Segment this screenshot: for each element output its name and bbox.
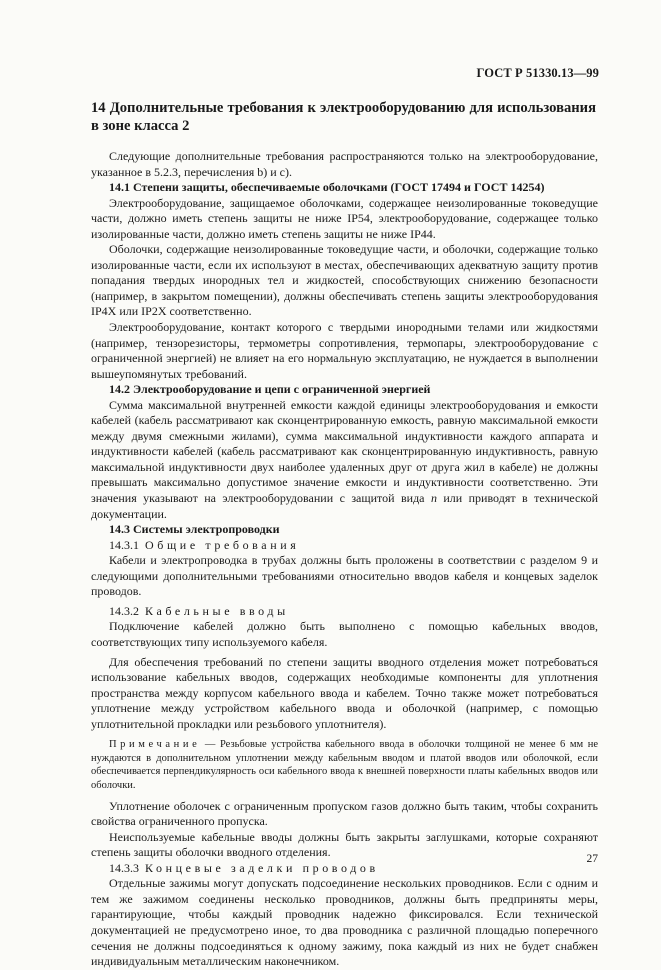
heading-title: Общие требования xyxy=(145,537,300,552)
paragraph-intro: Следующие дополнительные требования распространяются только на электрооборудование, указанное в 5.2.3, перечисления b) и c). xyxy=(91,149,598,179)
subsection-heading-14-1: 14.1 Степени защиты, обеспечиваемые оболочками (ГОСТ 17494 и ГОСТ 14254) xyxy=(109,180,545,195)
paragraph-14-3-3-a: Отдельные зажимы могут допускать подсоединение нескольких проводников. Если с одним и тем же зажимом соединены несколько проводников, должны быть предприняты меры, гарантирующие, чтобы каждый проводник надежно фиксировался. Если технической документацией не предусмотрено иное, то два проводника с различной площадью поперечного сечения не должны подсоединяться к одному зажиму, пока каждый из них не будет снабжен индивидуальным металлическим наконечником. xyxy=(91,876,598,969)
paragraph-14-3-2-d: Неиспользуемые кабельные вводы должны быть закрыты заглушками, которые сохраняют степень защиты оболочки вводного отделения. xyxy=(91,829,598,860)
paragraph-14-3-2-b: Для обеспечения требований по степени защиты вводного отделения может потребоваться использование кабельных вводов, содержащих необходимые компоненты для уплотнения пространства между корпусом кабельного ввода и кабелем. Точно также может потребоваться уплотнение между устройством кабельного ввода и оболочкой (например, с помощью уплотнительной прокладки или резьбового уплотнителя). xyxy=(91,654,598,731)
heading-number: 14.3.1 xyxy=(109,537,139,552)
paragraph-14-3-1-a: Кабели и электропроводка в трубах должны быть проложены в соответствии с разделом 9 и следующими дополнительными требованиями относительно вводов кабеля и концевых заделок проводов. xyxy=(91,553,598,599)
paragraph-14-2-a-tail: или приводят в технической документации. xyxy=(91,491,598,521)
note xyxy=(91,738,598,792)
paragraph-14-1-b: Оболочки, содержащие неизолированные токоведущие части, и оболочки, содержащие только изолированные части, если их используют в местах, обеспечивающих адекватную защиту против попадания твердых инородных тел и жидкостей, способствующих снижению безопасности (например, в закрытом помещении), должны обеспечивать степень защиты электрооборудования IP4X или IP2X соответственно. xyxy=(91,242,598,319)
document-body xyxy=(91,149,598,970)
protection-type-n: n xyxy=(430,491,437,506)
note-text: — Резьбовые устройства кабельного ввода в оболочки толщиной не менее 6 мм не нуждаются в дополнительном уплотнении между кабельным вводом и платой вводов или оболочкой, если обеспечивается перпендикулярность оси кабельного ввода к внешней поверхности платы кабельных вводов или оболочки. xyxy=(91,739,598,792)
subsection-heading-14-3-3 xyxy=(91,861,598,877)
document-header: ГОСТ Р 51330.13—99 xyxy=(476,66,599,80)
paragraph-14-3-2-c: Уплотнение оболочек с ограниченным пропуском газов должно быть таким, чтобы сохранить свойства ограниченного пропуска. xyxy=(91,798,598,829)
paragraph-14-3-2-a: Подключение кабелей должно быть выполнено с помощью кабельных вводов, соответствующих типу используемого кабеля. xyxy=(91,619,598,649)
subsection-heading-14-3-2 xyxy=(91,604,598,620)
heading-number: 14.3.2 xyxy=(109,603,139,618)
paragraph-14-1-c: Электрооборудование, контакт которого с твердыми инородными телами или жидкостями (например, тензорезисторы, термометры сопротивления, термопары, электрооборудование с ограниченной энергией) не влияет на его нормальную эксплуатацию, не нуждается в выполнении вышеупомянутых требований. xyxy=(91,320,598,381)
page-number: 27 xyxy=(586,853,598,865)
heading-number: 14.3.3 xyxy=(109,860,139,875)
heading-title: Концевые заделки проводов xyxy=(145,860,379,875)
paragraph-14-2-a xyxy=(91,398,598,522)
paragraph-14-2-a-text: Сумма максимальной внутренней емкости каждой единицы электрооборудования и емкости кабелей (кабель рассматривают как сконцентрированную емкость, равную максимальной емкости между двумя смежными жилами), сумма максимальной индуктивности каждого аппарата и индуктивности кабелей (кабель рассматривают как сконцентрированную индуктивность, равную максимальной индуктивности двух наиболее удаленных друг от друга жил в кабеле) не должны превышать максимально допустимое значение емкости и индуктивности соответственно. Эти значения указывают на электрооборудовании с защитой вида xyxy=(91,397,598,506)
subsection-heading-14-3-1 xyxy=(91,538,598,554)
note-label: Примечание xyxy=(109,739,201,751)
paragraph-14-1-a: Электрооборудование, защищаемое оболочками, содержащее неизолированные токоведущие части, должно иметь степень защиты не ниже IP54, электрооборудование, содержащее только изолированные части, должно иметь степень защиты не ниже IP44. xyxy=(91,195,598,241)
subsection-heading-14-2: 14.2 Электрооборудование и цепи с ограниченной энергией xyxy=(109,382,431,397)
heading-title: Кабельные вводы xyxy=(145,603,289,618)
section-title: 14 Дополнительные требования к электрооборудованию для использования в зоне класса 2 xyxy=(91,100,596,134)
subsection-heading-14-3: 14.3 Системы электропроводки xyxy=(109,522,280,537)
